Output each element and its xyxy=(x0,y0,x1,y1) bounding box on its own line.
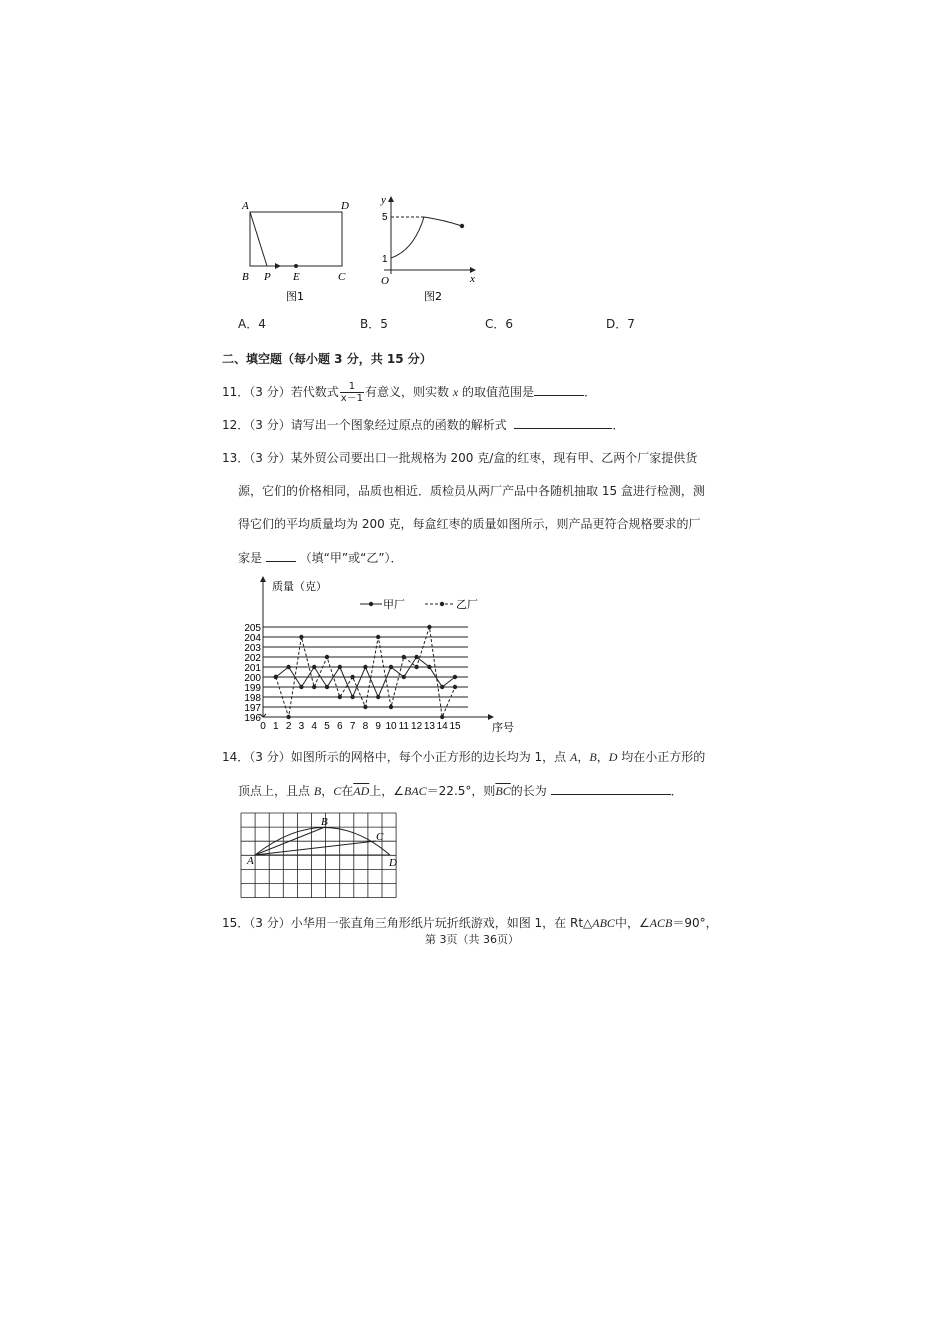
data-point-series-1 xyxy=(453,675,457,679)
question-13-line2: 源，它们的价格相同，品质也相近．质检员从两厂产品中各随机抽取 15 盒进行检测，测 xyxy=(238,484,705,498)
x-tick-label: 8 xyxy=(362,721,369,732)
data-point-series-2 xyxy=(440,715,444,719)
curve-endpoint xyxy=(460,224,464,228)
x-tick-label: 13 xyxy=(423,721,435,732)
data-point-series-2 xyxy=(312,685,316,689)
question-13-line1: 13．（3 分）某外贸公司要出口一批规格为 200 克/盒的红枣，现有甲、乙两个厂家提供货 xyxy=(222,451,698,465)
x-tick-label: 9 xyxy=(375,721,381,732)
answer-blank[interactable] xyxy=(514,416,612,429)
label-y: y xyxy=(381,194,386,206)
label-1: 1 xyxy=(382,254,388,265)
data-point-series-2 xyxy=(427,625,431,629)
question-13-line4: 家是 （填“甲”或“乙”）． xyxy=(238,551,403,565)
data-point-series-2 xyxy=(286,715,290,719)
y-tick-label: 204 xyxy=(244,633,261,644)
data-point-series-1 xyxy=(299,685,303,689)
page-footer: 第 3页（共 36页） xyxy=(425,933,519,946)
answer-blank[interactable] xyxy=(534,383,584,396)
question-15: 15．（3 分）小华用一张直角三角形纸片玩折纸游戏，如图 1，在 Rt△ABC中，∠ACB＝90°， xyxy=(222,916,718,930)
x-tick-label: 2 xyxy=(285,721,292,732)
legend-label-2: 乙厂 xyxy=(456,598,478,611)
option-a: A．4 xyxy=(238,317,266,331)
data-point-series-1 xyxy=(286,665,290,669)
fraction: $\frac{1}{x-1}$ xyxy=(340,381,364,404)
data-point-series-2 xyxy=(299,635,303,639)
legend-marker-1 xyxy=(369,602,373,606)
data-point-series-1 xyxy=(427,665,431,669)
y-tick-label: 198 xyxy=(244,693,261,704)
x-tick-label: 3 xyxy=(298,721,305,732)
data-point-series-2 xyxy=(325,655,329,659)
data-point-series-2 xyxy=(376,635,380,639)
y-tick-label: 197 xyxy=(244,703,261,714)
data-point-series-1 xyxy=(338,665,342,669)
point-e xyxy=(294,264,298,268)
y-axis-title: 质量（克） xyxy=(272,580,327,593)
section-heading: 二、填空题（每小题 3 分，共 15 分） xyxy=(222,352,432,366)
label-p: P xyxy=(264,271,271,283)
grid-label-d: D xyxy=(389,857,397,869)
data-point-series-2 xyxy=(350,675,354,679)
data-point-series-1 xyxy=(312,665,316,669)
function-curve xyxy=(391,217,462,258)
y-tick-label: 203 xyxy=(244,643,261,654)
grid-label-b: B xyxy=(321,816,328,828)
grid-label-c: C xyxy=(376,831,384,843)
legend-marker-2 xyxy=(440,602,444,606)
option-d: D．7 xyxy=(606,317,635,331)
figure-2-caption: 图2 xyxy=(424,290,442,303)
label-c: C xyxy=(338,271,346,283)
data-point-series-2 xyxy=(338,695,342,699)
x-tick-label: 14 xyxy=(436,721,448,732)
question-13-line3: 得它们的平均质量均为 200 克，每盒红枣的质量如图所示，则产品更符合规格要求的厂 xyxy=(238,517,701,531)
y-tick-label: 202 xyxy=(244,653,261,664)
question-14-line2: 顶点上，且点 B，C在$\overline{AD}$上，∠BAC＝22.5°，则$\overline{BC}$的长为 ． xyxy=(238,784,683,798)
label-5: 5 xyxy=(382,212,388,223)
label-e: E xyxy=(293,271,300,283)
segment-ap xyxy=(250,212,267,266)
data-point-series-2 xyxy=(453,685,457,689)
option-c: C．6 xyxy=(485,317,514,331)
arc-ad: $\overline{AD}$ xyxy=(353,784,370,798)
rectangle-abcd xyxy=(250,212,342,266)
series-line-2 xyxy=(276,627,455,717)
answer-blank[interactable] xyxy=(551,782,671,795)
x-tick-label: 12 xyxy=(411,721,423,732)
question-11: 11．（3 分）若代数式 $\frac{1}{x-1}$ 有意义，则实数 x 的取值范围是 ． xyxy=(222,381,597,404)
x-tick-label: 6 xyxy=(337,721,343,732)
y-tick-label: 200 xyxy=(244,673,261,684)
x-tick-label: 7 xyxy=(349,721,356,732)
data-point-series-1 xyxy=(325,685,329,689)
question-14-line1: 14．（3 分）如图所示的网格中，每个小正方形的边长均为 1，点 A，B，D 均在小正方形的 xyxy=(222,750,706,764)
y-axis-arrow-icon xyxy=(388,196,394,202)
x-axis-arrow-icon xyxy=(488,714,494,720)
label-a: A xyxy=(242,200,249,212)
grid-label-a: A xyxy=(247,855,254,867)
answer-blank[interactable] xyxy=(266,549,296,562)
y-tick-label: 199 xyxy=(244,683,261,694)
x-axis-title: 序号 xyxy=(492,721,514,734)
data-point-series-1 xyxy=(376,695,380,699)
y-tick-label: 196 xyxy=(244,713,261,724)
data-point-series-1 xyxy=(440,685,444,689)
data-point-series-2 xyxy=(414,665,418,669)
data-point-series-2 xyxy=(274,675,278,679)
y-tick-label: 205 xyxy=(244,623,261,634)
label-o: O xyxy=(381,275,389,287)
x-tick-label: 0 xyxy=(260,721,266,732)
data-point-series-1 xyxy=(414,655,418,659)
data-point-series-1 xyxy=(402,675,406,679)
label-x: x xyxy=(470,273,475,285)
legend-label-1: 甲厂 xyxy=(383,598,405,611)
y-tick-label: 201 xyxy=(244,663,261,674)
question-12: 12．（3 分）请写出一个图象经过原点的函数的解析式 ． xyxy=(222,418,625,432)
label-d: D xyxy=(341,200,349,212)
y-axis-arrow-icon xyxy=(260,576,266,582)
label-b: B xyxy=(242,271,249,283)
grid-figure xyxy=(238,810,408,902)
data-point-series-2 xyxy=(402,655,406,659)
arc-bc: $\overline{BC}$ xyxy=(495,784,511,798)
x-tick-label: 5 xyxy=(324,721,330,732)
data-point-series-2 xyxy=(363,705,367,709)
figure-2 xyxy=(374,192,484,304)
data-point-series-1 xyxy=(363,665,367,669)
figure-1 xyxy=(236,196,361,306)
x-tick-label: 11 xyxy=(398,721,409,732)
arrow-icon xyxy=(275,263,281,269)
x-tick-label: 15 xyxy=(449,721,461,732)
data-point-series-1 xyxy=(350,695,354,699)
data-point-series-1 xyxy=(389,665,393,669)
quality-chart xyxy=(236,574,526,736)
option-b: B．5 xyxy=(360,317,388,331)
x-tick-label: 10 xyxy=(385,721,397,732)
x-tick-label: 4 xyxy=(311,721,317,732)
data-point-series-2 xyxy=(389,705,393,709)
x-tick-label: 1 xyxy=(273,721,279,732)
figure-1-caption: 图1 xyxy=(286,290,304,303)
